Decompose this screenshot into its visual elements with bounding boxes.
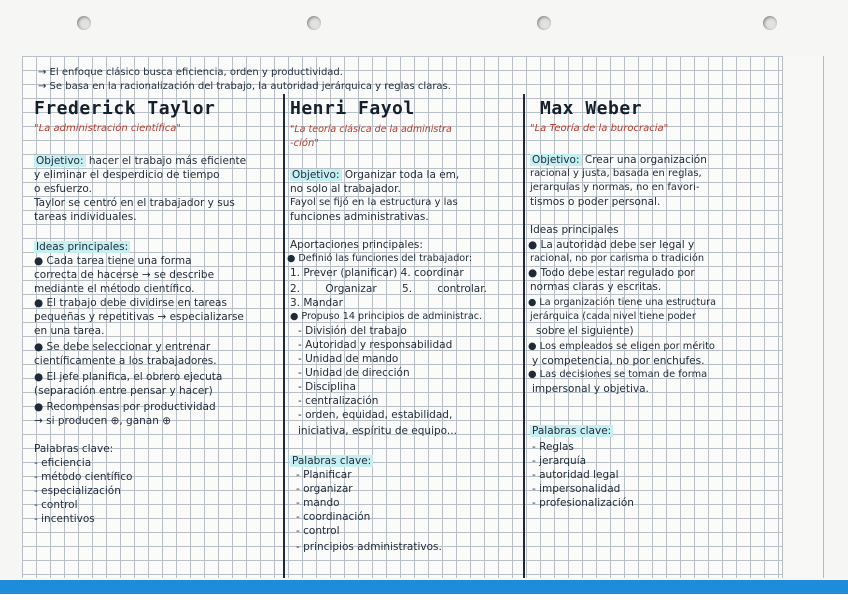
taylor-keyword: - incentivos — [34, 513, 95, 525]
fayol-subtitle: -ción" — [290, 138, 319, 149]
fayol-contribution-line: - orden, equidad, estabilidad, — [298, 409, 453, 421]
taylor-keyword: - método científico — [34, 471, 133, 483]
fayol-objective-label: Objetivo: — [292, 169, 340, 181]
binder-hole — [77, 16, 91, 30]
fayol-keyword: - Planificar — [296, 469, 352, 481]
weber-idea-line: ● Las decisiones se toman de forma — [528, 369, 708, 380]
weber-keyword: - Reglas — [532, 441, 574, 453]
weber-idea-line: racional, no por carisma o tradición — [530, 253, 705, 264]
weber-subtitle: "La Teoría de la burocracia" — [530, 123, 669, 134]
weber-keywords-text: Palabras clave: — [532, 425, 612, 437]
bottom-blue-band — [0, 580, 848, 600]
weber-objective-text: Crear una organización — [584, 154, 707, 166]
taylor-idea-line: científicamente a los trabajadores. — [34, 355, 217, 367]
fayol-objective-text: Fayol se fijó en la estructura y las — [290, 197, 458, 208]
taylor-objective-text: hacer el trabajo más eficiente — [88, 155, 247, 167]
taylor-objective-text: o esfuerzo. — [34, 183, 92, 195]
fayol-contribution-line: - Disciplina — [298, 381, 356, 393]
taylor-idea-line: mediante el método científico. — [34, 283, 195, 295]
intro-line: → Se basa en la racionalización del trabajo, la autoridad jerárquica y reglas claras. — [38, 81, 451, 92]
fayol-keyword: - control — [296, 525, 340, 537]
fayol-objective-line — [290, 168, 459, 182]
fayol-contribution-line: - Unidad de mando — [298, 353, 399, 365]
fayol-keyword: - organizar — [296, 483, 353, 495]
fayol-contributions-label: Aportaciones principales: — [290, 239, 423, 251]
taylor-objective-text: tareas individuales. — [34, 211, 137, 223]
taylor-idea-line: en una tarea. — [34, 325, 105, 337]
weber-idea-line: impersonal y objetiva. — [532, 383, 649, 395]
fayol-keyword: - principios administrativos. — [296, 541, 442, 553]
fayol-contribution-line: - División del trabajo — [298, 325, 407, 337]
taylor-objective-text: Taylor se centró en el trabajador y sus — [34, 197, 235, 209]
fayol-contribution-line: - Autoridad y responsabilidad — [298, 339, 453, 351]
binder-hole — [763, 16, 777, 30]
fayol-title: Henri Fayol — [290, 98, 415, 119]
weber-objective-text: jerarquías y normas, no en favori- — [530, 182, 700, 193]
column-divider — [283, 94, 285, 578]
intro-line: → El enfoque clásico busca eficiencia, orden y productividad. — [38, 67, 343, 78]
fayol-contribution-line: ● Propuso 14 principios de administrac. — [290, 311, 483, 322]
weber-idea-line: ● La autoridad debe ser legal y — [528, 239, 695, 251]
fayol-keyword: - mando — [296, 497, 340, 509]
weber-objective-line — [530, 153, 707, 167]
weber-keyword: - impersonalidad — [532, 483, 621, 495]
taylor-idea-line: ● Se debe seleccionar y entrenar — [34, 341, 211, 353]
binder-hole — [307, 16, 321, 30]
taylor-objective-line — [34, 154, 246, 168]
taylor-keyword: - control — [34, 499, 78, 511]
taylor-ideas-label: Ideas principales: — [36, 241, 129, 253]
taylor-idea-line: (separación entre pensar y hacer) — [34, 385, 213, 397]
taylor-keywords-label: Palabras clave: — [34, 443, 114, 455]
taylor-idea-line: ● El trabajo debe dividirse en tareas — [34, 297, 227, 309]
weber-keywords-label — [530, 424, 613, 438]
weber-objective-text: tismos o poder personal. — [530, 196, 661, 208]
weber-keyword: - jerarquía — [532, 455, 587, 467]
fayol-subtitle: "La teoría clásica de la administra — [290, 124, 452, 135]
taylor-subtitle: "La administración científica" — [34, 123, 182, 134]
fayol-keyword: - coordinación — [296, 511, 371, 523]
taylor-ideas-heading — [34, 240, 130, 254]
taylor-idea-line: ● Cada tarea tiene una forma — [34, 255, 192, 267]
taylor-idea-line: ● El jefe planifica, el obrero ejecuta — [34, 371, 223, 383]
fayol-contribution-line: 1. Prever (planificar) 4. coordinar — [290, 267, 464, 279]
weber-objective-text: racional y justa, basada en reglas, — [530, 168, 702, 179]
column-divider — [523, 94, 525, 578]
fayol-objective-text: no solo al trabajador. — [290, 183, 401, 195]
weber-idea-line: ● La organización tiene una estructura — [528, 297, 716, 308]
taylor-idea-line: pequeñas y repetitivas → especializarse — [34, 311, 244, 323]
weber-idea-line: sobre el siguiente) — [536, 325, 634, 337]
weber-idea-line: ● Los empleados se eligen por mérito — [528, 341, 715, 352]
fayol-keywords-label — [290, 454, 373, 468]
taylor-objective-text: y eliminar el desperdicio de tiempo — [34, 169, 220, 181]
weber-idea-line: normas claras y escritas. — [530, 281, 662, 293]
fayol-contribution-line: - Unidad de dirección — [298, 367, 410, 379]
binder-hole — [537, 16, 551, 30]
weber-idea-line: y competencia, no por enchufes. — [532, 355, 705, 367]
fayol-objective-text: funciones administrativas. — [290, 211, 429, 223]
weber-objective-label: Objetivo: — [532, 154, 580, 166]
weber-idea-line: jerárquica (cada nivel tiene poder — [530, 311, 696, 322]
taylor-title: Frederick Taylor — [34, 98, 216, 119]
fayol-contribution-line: 2. Organizar 5. controlar. — [290, 283, 487, 295]
weber-idea-line: ● Todo debe estar regulado por — [528, 267, 695, 279]
margin-column — [782, 56, 824, 578]
taylor-objective-label: Objetivo: — [36, 155, 84, 167]
taylor-keyword: - eficiencia — [34, 457, 92, 469]
fayol-keywords-text: Palabras clave: — [292, 455, 372, 467]
weber-keyword: - autoridad legal — [532, 469, 619, 481]
taylor-idea-line: ● Recompensas por productividad — [34, 401, 216, 413]
fayol-contribution-line: ● Definió las funciones del trabajador: — [287, 253, 473, 264]
fayol-contribution-line: iniciativa, espíritu de equipo... — [298, 425, 457, 437]
taylor-idea-line: correcta de hacerse → se describe — [34, 269, 215, 281]
weber-keyword: - profesionalización — [532, 497, 634, 509]
weber-title: Max Weber — [540, 98, 643, 119]
fayol-contribution-line: - centralización — [298, 395, 379, 407]
fayol-contribution-line: 3. Mandar — [290, 297, 343, 309]
fayol-objective-text: Organizar toda la em, — [344, 169, 460, 181]
weber-ideas-label: Ideas principales — [530, 224, 619, 236]
taylor-keyword: - especialización — [34, 485, 121, 497]
taylor-idea-line: → si producen ⊕, ganan ⊕ — [34, 415, 172, 427]
